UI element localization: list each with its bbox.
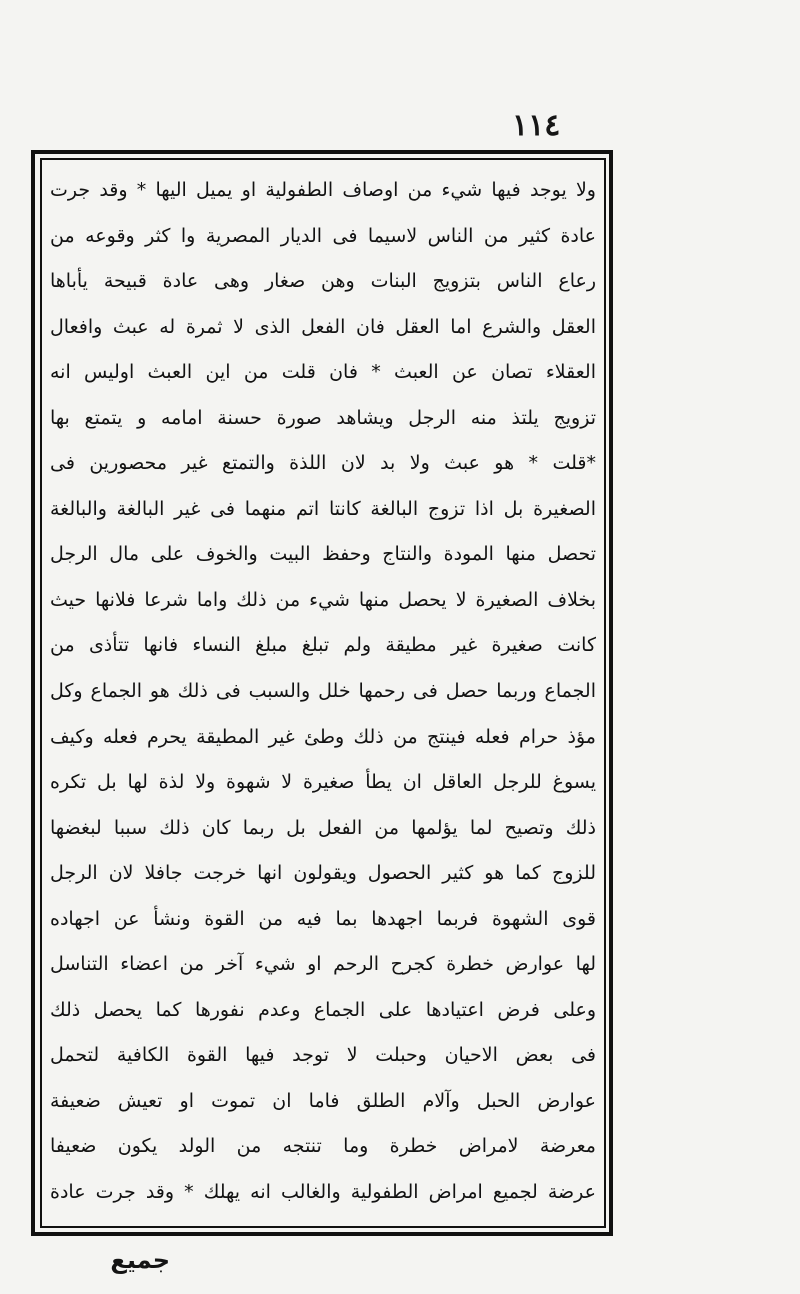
text-line: كانت صغيرة غير مطيقة ولم تبلغ مبلغ النساء فانها تتأذى من [50, 634, 596, 657]
text-line: يسوغ للرجل العاقل ان يطأ صغيرة لا شهوة ولا لذة لها بل تكره [50, 771, 596, 794]
text-line: عوارض الحبل وآلام الطلق فاما ان تموت او تعيش ضعيفة [50, 1089, 596, 1112]
text-line: بخلاف الصغيرة لا يحصل منها شيء من ذلك واما شرعا فلانها حيث [50, 588, 596, 611]
text-line: رعاع الناس بتزويج البنات وهن صغار وهى عادة قبيحة يأباها [50, 270, 596, 293]
text-line: الصغيرة بل اذا تزوج البالغة كانتا اتم منهما فى غير البالغة والبالغة [50, 497, 596, 520]
text-line: لها عوارض خطرة كجرح الرحم او شيء آخر من اعضاء التناسل [50, 953, 596, 976]
catchword: جميع [110, 1246, 170, 1274]
text-line: العقلاء تصان عن العبث * فان قلت من اين العبث اوليس انه [50, 361, 596, 384]
text-line: عرضة لجميع امراض الطفولية والغالب انه يهلك * وقد جرت عادة [50, 1181, 596, 1204]
text-line: معرضة لامراض خطرة وما تنتجه من الولد يكون ضعيفا [50, 1135, 596, 1158]
text-line: ذلك وتصيح لما يؤلمها من الفعل بل ربما كان ذلك سببا لبغضها [50, 816, 596, 839]
text-line: مؤذ حرام فعله فينتج من ذلك وطئ غير المطيقة يحرم فعله وكيف [50, 725, 596, 748]
text-line: قوى الشهوة فربما اجهدها بما فيه من القوة ونشأ عن اجهاده [50, 907, 596, 930]
page-number: ١١٤ [512, 108, 561, 143]
text-line: الجماع وربما حصل فى رحمها خلل والسبب فى ذلك هو الجماع وكل [50, 680, 596, 703]
text-line: عادة كثير من الناس لاسيما فى الديار المصرية وا كثر وقوعه من [50, 224, 596, 247]
text-line: تزويج يلتذ منه الرجل ويشاهد صورة حسنة امامه و يتمتع بها [50, 406, 596, 429]
main-text-block [50, 168, 596, 1216]
text-line: تحصل منها المودة والنتاج وحفظ البيت والخوف على مال الرجل [50, 543, 596, 566]
text-line: فى بعض الاحيان وحبلت لا توجد فيها القوة الكافية لتحمل [50, 1044, 596, 1067]
text-line: العقل والشرع اما العقل فان الفعل الذى لا ثمرة له عبث وافعال [50, 315, 596, 338]
text-line: وعلى فرض اعتيادها على الجماع وعدم نفورها كما يحصل ذلك [50, 998, 596, 1021]
text-line: *قلت * هو عبث ولا بد لان اللذة والتمتع غير محصورين فى [50, 452, 596, 475]
text-line: ولا يوجد فيها شيء من اوصاف الطفولية او يميل اليها * وقد جرت [50, 179, 596, 201]
text-line: للزوج كما هو كثير الحصول ويقولون انها خرجت جافلا لان الرجل [50, 862, 596, 885]
